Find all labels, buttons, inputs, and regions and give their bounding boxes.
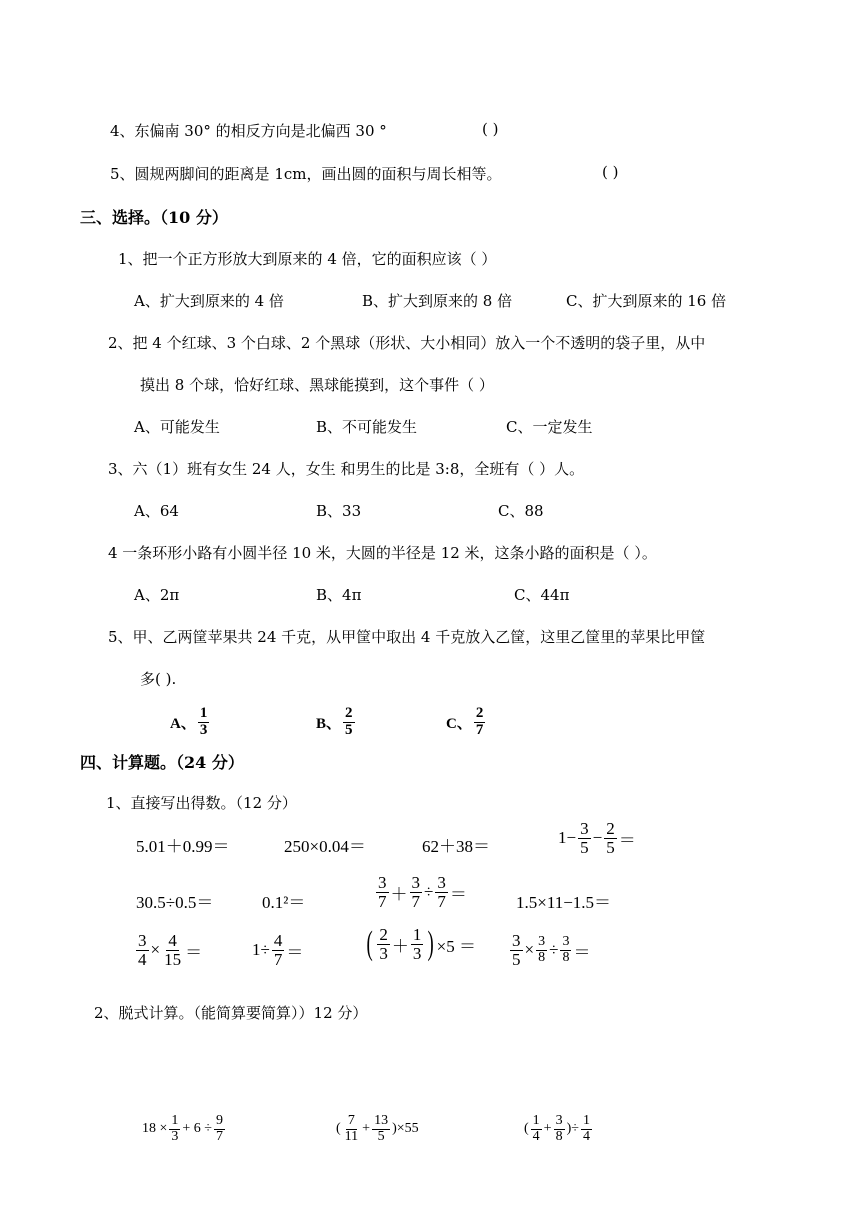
choice-q2-option-c[interactable]: C、一定发生 <box>506 418 593 436</box>
choice-q5-option-b[interactable]: B、 $\frac{2}{5}$ <box>316 705 353 738</box>
choice-q5-line2: 多( ). <box>140 670 177 688</box>
choice-q1-text: 1、把一个正方形放大到原来的 4 倍，它的面积应该（ ） <box>118 250 497 268</box>
choice-q4-text: 4 一条环形小路有小圆半径 10 米，大圆的半径是 12 米，这条小路的面积是（ ）。 <box>108 544 657 562</box>
judgement-q5-answer-blank[interactable]: ( ) <box>602 163 619 181</box>
fraction: $\frac{3}{8}$ <box>555 1113 563 1144</box>
calc-r2-a: 30.5÷0.5＝ <box>136 893 214 912</box>
calc-r2-b: 0.1²＝ <box>262 893 306 912</box>
fraction: $\frac{4}{15}$ <box>164 931 182 969</box>
expr-3: ( $\frac{1}{4}$ + $\frac{3}{8}$ ) ÷ $\frac{1}{4}$ <box>524 1113 590 1144</box>
fraction: $\frac{1}{3}$ <box>412 925 422 963</box>
fraction: $\frac{2}{5}$ <box>606 819 615 857</box>
calc-r1-c: 62＋38＝ <box>422 837 490 856</box>
fraction: $\frac{13}{5}$ <box>374 1113 389 1144</box>
calc-r3-b: 1÷ $\frac{4}{7}$ ＝ <box>252 931 304 969</box>
fraction: $\frac{3}{8}$ <box>538 934 546 965</box>
fraction: $\frac{2}{3}$ <box>379 925 388 963</box>
calc-sub1-heading: 1、直接写出得数。（12 分） <box>106 794 297 812</box>
judgement-q5: 5、圆规两脚间的距离是 1cm，画出圆的面积与周长相等。 <box>110 165 502 183</box>
fraction: $\frac{3}{4}$ <box>138 931 147 969</box>
fraction: $\frac{3}{7}$ <box>437 873 446 911</box>
choice-q3-text: 3、六（1）班有女生 24 人，女生 和男生的比是 3:8，全班有（ ）人。 <box>108 460 585 478</box>
choice-q5-line1: 5、甲、乙两筐苹果共 24 千克，从甲筐中取出 4 千克放入乙筐，这里乙筐里的苹果比甲筐 <box>108 628 706 646</box>
section3-heading: 三、选择。（10 分） <box>80 208 228 227</box>
judgement-q4: 4、东偏南 30° 的相反方向是北偏西 30 ° <box>110 122 387 140</box>
fraction: $\frac{1}{4}$ <box>532 1113 540 1144</box>
choice-q3-option-b[interactable]: B、33 <box>316 502 362 520</box>
calc-r2-d: 1.5×11−1.5＝ <box>516 893 612 912</box>
choice-q2-line2: 摸出 8 个球，恰好红球、黑球能摸到，这个事件（ ） <box>140 376 494 394</box>
fraction: $\frac{3}{8}$ <box>562 934 570 965</box>
choice-q4-option-c[interactable]: C、44π <box>514 586 570 604</box>
choice-q4-option-a[interactable]: A、2π <box>134 586 180 604</box>
section4-heading: 四、计算题。（24 分） <box>80 753 244 772</box>
calc-r3-d: $\frac{3}{5}$ × $\frac{3}{8}$ ÷ $\frac{3}{8}$ ＝ <box>512 931 591 969</box>
fraction: $\frac{3}{5}$ <box>512 931 521 969</box>
fraction: $\frac{1}{3}$ <box>171 1113 179 1144</box>
choice-q1-option-b[interactable]: B、扩大到原来的 8 倍 <box>362 292 513 310</box>
choice-q3-option-c[interactable]: C、88 <box>498 502 544 520</box>
fraction: $\frac{9}{7}$ <box>216 1113 223 1144</box>
calc-r3-c: ( $\frac{2}{3}$ ＋ $\frac{1}{3}$ ) ×5 ＝ <box>366 925 476 963</box>
calc-r2-c: $\frac{3}{7}$ ＋ $\frac{3}{7}$ ÷ $\frac{3}{7}$ ＝ <box>378 873 467 911</box>
calc-r1-b: 250×0.04＝ <box>284 837 366 856</box>
expr-2: ( $\frac{7}{11}$ + $\frac{13}{5}$ ) ×55 <box>336 1113 419 1144</box>
choice-q3-option-a[interactable]: A、64 <box>134 502 179 520</box>
choice-q5-option-a[interactable]: A、 $\frac{1}{3}$ <box>170 705 208 738</box>
choice-q2-option-b[interactable]: B、不可能发生 <box>316 418 418 436</box>
fraction: $\frac{3}{7}$ <box>378 873 387 911</box>
calc-sub2-heading: 2、脱式计算。（能简算要简算））12 分） <box>94 1004 368 1022</box>
choice-q2-option-a[interactable]: A、可能发生 <box>134 418 220 436</box>
choice-q1-option-c[interactable]: C、扩大到原来的 16 倍 <box>566 292 727 310</box>
choice-q5-option-c[interactable]: C、 $\frac{2}{7}$ <box>446 705 484 738</box>
fraction: $\frac{1}{3}$ <box>199 705 208 738</box>
fraction: $\frac{4}{7}$ <box>273 931 283 969</box>
choice-q4-option-b[interactable]: B、4π <box>316 586 362 604</box>
fraction: $\frac{2}{5}$ <box>345 705 353 738</box>
judgement-q4-answer-blank[interactable]: ( ) <box>482 120 499 138</box>
calc-r1-a: 5.01＋0.99＝ <box>136 837 230 856</box>
fraction: $\frac{1}{4}$ <box>582 1113 590 1144</box>
fraction: $\frac{7}{11}$ <box>344 1113 359 1144</box>
fraction: $\frac{3}{7}$ <box>411 873 420 911</box>
choice-q1-option-a[interactable]: A、扩大到原来的 4 倍 <box>134 292 284 310</box>
choice-q2-line1: 2、把 4 个红球、3 个白球、2 个黑球（形状、大小相同）放入一个不透明的袋子里，从中 <box>108 334 706 352</box>
fraction: $\frac{2}{7}$ <box>475 705 484 738</box>
calc-r1-d: 1− $\frac{3}{5}$ − $\frac{2}{5}$ ＝ <box>558 819 636 857</box>
expr-1: 18 × $\frac{1}{3}$ + 6 ÷ $\frac{9}{7}$ <box>142 1113 223 1144</box>
fraction: $\frac{3}{5}$ <box>580 819 589 857</box>
calc-r3-a: $\frac{3}{4}$ × $\frac{4}{15}$ ＝ <box>138 931 203 969</box>
